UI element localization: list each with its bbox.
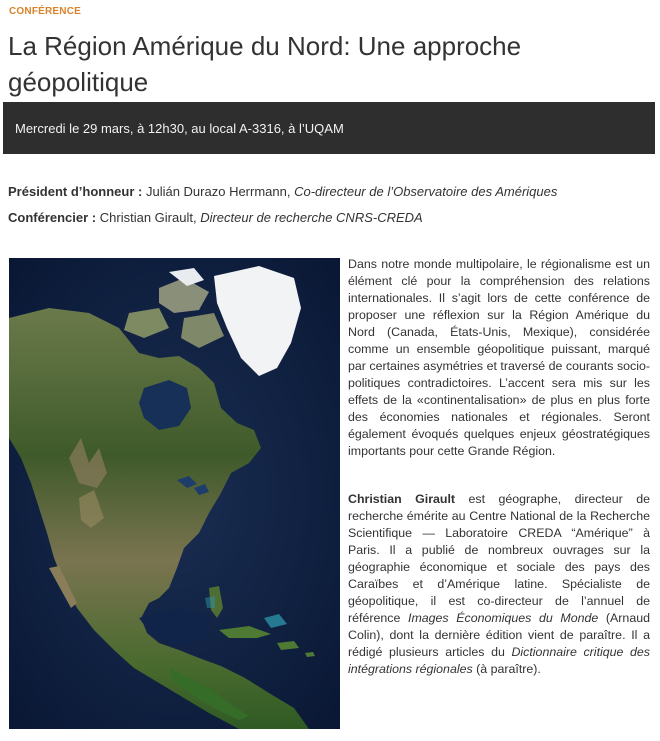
event-details: Mercredi le 29 mars, à 12h30, au local A-3316, à l’UQAM	[15, 121, 344, 136]
abstract-paragraph: Dans notre monde multipolaire, le régionalisme est un élément clé pour la compréhension des relations internationales. Il s’agit lors de cette conférence de proposer une réflexion sur la Région Amérique du Nord (Canada, États-Unis, Mexique), considérée comme un ensemble géopolitique puissant, marqué par certaines asymétries et traversé de courants socio-politiques contradictoires. L’accent sera mis sur les effets de la «continentalisation» de plus en plus forte des économies nationales et régionales. Seront également évoqués quelques enjeux géostratégiques importants pour cette Grande Région.	[348, 257, 650, 458]
people-block	[8, 179, 648, 231]
bio-text-2: (Arnaud Colin), dont la dernière édition vient de paraître. Il a rédigé plusieurs articles du	[348, 611, 650, 659]
speaker-role: Directeur de recherche CNRS-CREDA	[200, 210, 423, 225]
bio-text-3: (à paraître).	[476, 662, 541, 676]
page-title: La Région Amérique du Nord: Une approche géopolitique	[8, 31, 522, 97]
bio-paragraph	[348, 491, 650, 678]
bio-book-title-2: Dictionnaire critique des intégrations régionales	[348, 645, 651, 676]
president-line	[8, 179, 648, 205]
president-role: Co-directeur de l’Observatoire des Amériques	[294, 184, 558, 199]
bio-text-1: est géographe, directeur de recherche émérite au Centre National de la Recherche Scientifique — Laboratoire CREDA “Amérique” à Paris. Il a publié de nombreux ouvrages sur la géographie économique et sociale des pays des Caraïbes et d’Amérique latine. Spécialiste de géopolitique, il est co-directeur de l’annuel de référence	[348, 492, 650, 625]
speaker-label: Conférencier :	[8, 210, 97, 225]
north-america-satellite-image	[9, 258, 340, 729]
bio-book-title-1: Images Économiques du Monde	[408, 611, 599, 625]
speaker-name: Christian Girault,	[99, 210, 197, 225]
speaker-line	[8, 205, 648, 231]
category-label: CONFÉRENCE	[9, 6, 82, 17]
description-column	[348, 256, 650, 678]
bio-name: Christian Girault	[348, 492, 456, 506]
president-label: Président d’honneur :	[8, 184, 143, 199]
map-illustration	[9, 258, 340, 729]
president-name: Julián Durazo Herrmann,	[145, 184, 291, 199]
event-info-bar	[3, 102, 655, 154]
